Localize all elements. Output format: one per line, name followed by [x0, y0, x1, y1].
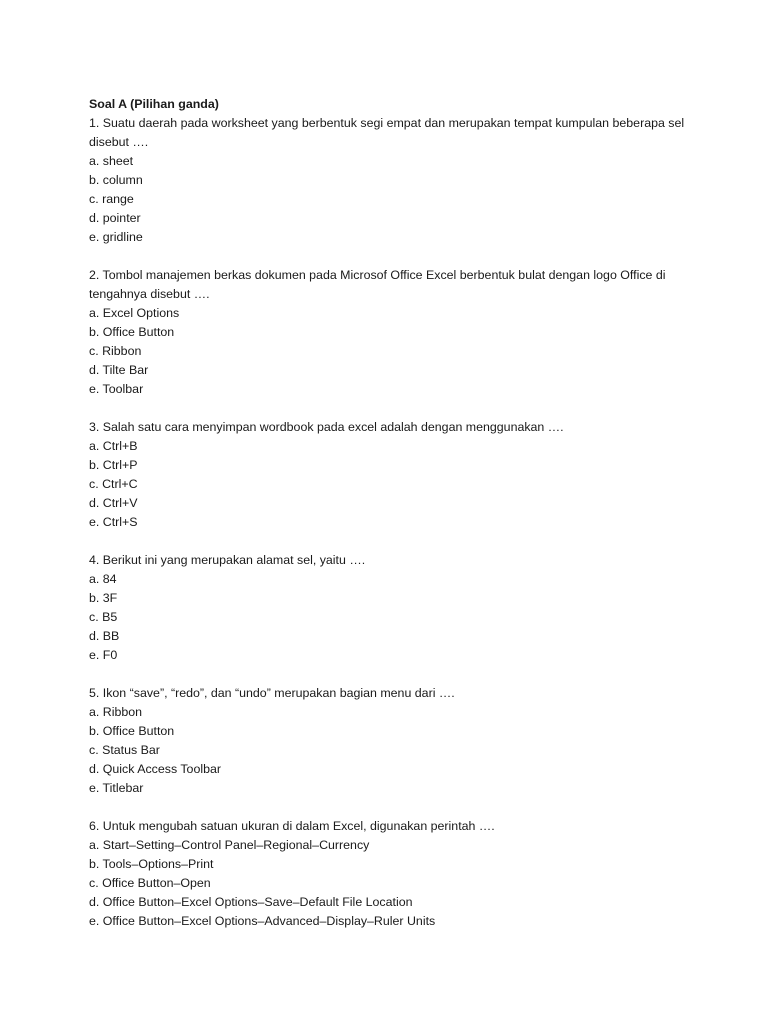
question-2 — [89, 266, 689, 399]
answer-options — [89, 304, 689, 399]
option-e: e. F0 — [89, 648, 118, 662]
option-c: c. Status Bar — [89, 743, 160, 757]
option-c: c. Ctrl+C — [89, 477, 138, 491]
answer-options — [89, 836, 689, 931]
question-6 — [89, 817, 689, 931]
section-title: Soal A (Pilihan ganda) — [89, 97, 219, 111]
option-a: a. sheet — [89, 154, 134, 168]
answer-options — [89, 437, 689, 532]
question-4 — [89, 551, 689, 665]
option-e: e. Ctrl+S — [89, 515, 138, 529]
option-d: d. Quick Access Toolbar — [89, 762, 221, 776]
option-b: b. column — [89, 173, 143, 187]
option-a: a. Ctrl+B — [89, 439, 138, 453]
option-b: b. Ctrl+P — [89, 458, 138, 472]
option-c: c. Office Button–Open — [89, 876, 211, 890]
option-c: c. range — [89, 192, 134, 206]
question-1 — [89, 114, 689, 247]
answer-options — [89, 703, 689, 798]
option-a: a. Ribbon — [89, 705, 143, 719]
option-a: a. Excel Options — [89, 306, 180, 320]
option-e: e. Titlebar — [89, 781, 144, 795]
option-e: e. gridline — [89, 230, 143, 244]
option-b: b. 3F — [89, 591, 118, 605]
question-text: 5. Ikon “save”, “redo”, dan “undo” merupakan bagian menu dari …. — [89, 686, 455, 700]
question-text: 3. Salah satu cara menyimpan wordbook pada excel adalah dengan menggunakan …. — [89, 420, 564, 434]
option-c: c. Ribbon — [89, 344, 142, 358]
question-5 — [89, 684, 689, 798]
option-b: b. Tools–Options–Print — [89, 857, 214, 871]
answer-options — [89, 152, 689, 247]
document-page — [89, 95, 689, 950]
question-text: 1. Suatu daerah pada worksheet yang berbentuk segi empat dan merupakan tempat kumpulan beberapa sel disebut …. — [89, 116, 685, 149]
option-d: d. Office Button–Excel Options–Save–Default File Location — [89, 895, 413, 909]
option-e: e. Office Button–Excel Options–Advanced–Display–Ruler Units — [89, 914, 436, 928]
answer-options — [89, 570, 689, 665]
option-e: e. Toolbar — [89, 382, 144, 396]
option-d: d. Tilte Bar — [89, 363, 149, 377]
question-3 — [89, 418, 689, 532]
option-d: d. BB — [89, 629, 120, 643]
option-d: d. Ctrl+V — [89, 496, 138, 510]
question-text: 2. Tombol manajemen berkas dokumen pada Microsof Office Excel berbentuk bulat dengan logo Office di tengahnya disebut …. — [89, 268, 666, 301]
option-c: c. B5 — [89, 610, 118, 624]
option-b: b. Office Button — [89, 724, 175, 738]
option-a: a. 84 — [89, 572, 117, 586]
option-d: d. pointer — [89, 211, 141, 225]
question-text: 4. Berikut ini yang merupakan alamat sel, yaitu …. — [89, 553, 366, 567]
option-b: b. Office Button — [89, 325, 175, 339]
option-a: a. Start–Setting–Control Panel–Regional–Currency — [89, 838, 370, 852]
question-text: 6. Untuk mengubah satuan ukuran di dalam Excel, digunakan perintah …. — [89, 819, 495, 833]
